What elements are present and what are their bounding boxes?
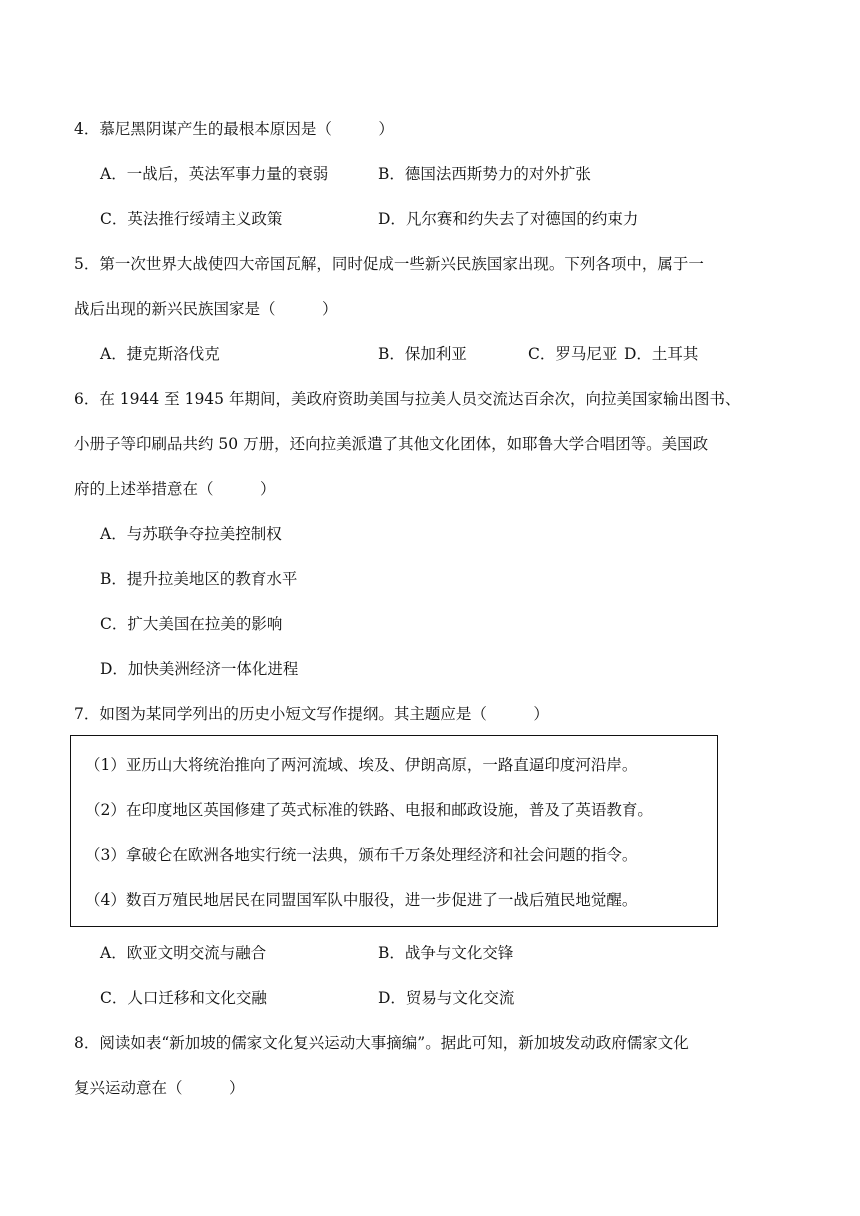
question-4-option-c: C．英法推行绥靖主义政策	[100, 210, 283, 228]
question-7-outline-box	[70, 735, 718, 927]
question-5-option-a: A．捷克斯洛伐克	[100, 345, 220, 363]
question-7-option-c: C．人口迁移和文化交融	[100, 989, 267, 1007]
question-7-option-a: A．欧亚文明交流与融合	[100, 944, 267, 962]
question-6-stem-line-3: 府的上述举措意在（ ）	[74, 480, 276, 498]
question-4-option-a: A．一战后，英法军事力量的衰弱	[100, 165, 329, 183]
outline-item-1: （1）亚历山大将统治推向了两河流域、埃及、伊朗高原，一路直逼印度河沿岸。	[85, 756, 638, 774]
question-5-option-d: D．土耳其	[624, 345, 699, 363]
question-6-stem-line-2: 小册子等印刷品共约 50 万册，还向拉美派遣了其他文化团体，如耶鲁大学合唱团等。美国政	[74, 435, 709, 453]
question-4-option-d: D．凡尔赛和约失去了对德国的约束力	[378, 210, 639, 228]
question-7-option-b: B．战争与文化交锋	[378, 944, 514, 962]
question-8-stem-line-1: 8．阅读如表“新加坡的儒家文化复兴运动大事摘编”。据此可知，新加坡发动政府儒家文化	[74, 1034, 689, 1052]
question-6-option-d: D．加快美洲经济一体化进程	[100, 660, 299, 678]
question-5-option-b: B．保加利亚	[378, 345, 467, 363]
outline-item-2: （2）在印度地区英国修建了英式标准的铁路、电报和邮政设施，普及了英语教育。	[85, 801, 653, 819]
question-7-option-d: D．贸易与文化交流	[378, 989, 515, 1007]
question-4-stem: 4．慕尼黑阴谋产生的最根本原因是（ ）	[74, 120, 394, 138]
question-8-stem-line-2: 复兴运动意在（ ）	[74, 1079, 245, 1097]
outline-item-3: （3）拿破仑在欧洲各地实行统一法典，颁布千万条处理经济和社会问题的指令。	[85, 846, 638, 864]
question-6-option-b: B．提升拉美地区的教育水平	[100, 570, 298, 588]
question-5-stem-line-1: 5．第一次世界大战使四大帝国瓦解，同时促成一些新兴民族国家出现。下列各项中，属于一	[74, 255, 704, 273]
question-6-option-c: C．扩大美国在拉美的影响	[100, 615, 283, 633]
question-7-stem: 7．如图为某同学列出的历史小短文写作提纲。其主题应是（ ）	[74, 705, 549, 723]
outline-item-4: （4）数百万殖民地居民在同盟国军队中服役，进一步促进了一战后殖民地觉醒。	[85, 891, 638, 909]
question-4-option-b: B．德国法西斯势力的对外扩张	[378, 165, 591, 183]
question-6-stem-line-1: 6．在 1944 至 1945 年期间，美政府资助美国与拉美人员交流达百余次，向拉美国家输出图书、	[74, 390, 741, 408]
question-5-stem-line-2: 战后出现的新兴民族国家是（ ）	[74, 300, 338, 318]
question-6-option-a: A．与苏联争夺拉美控制权	[100, 525, 282, 543]
question-5-option-c: C．罗马尼亚	[528, 345, 618, 363]
